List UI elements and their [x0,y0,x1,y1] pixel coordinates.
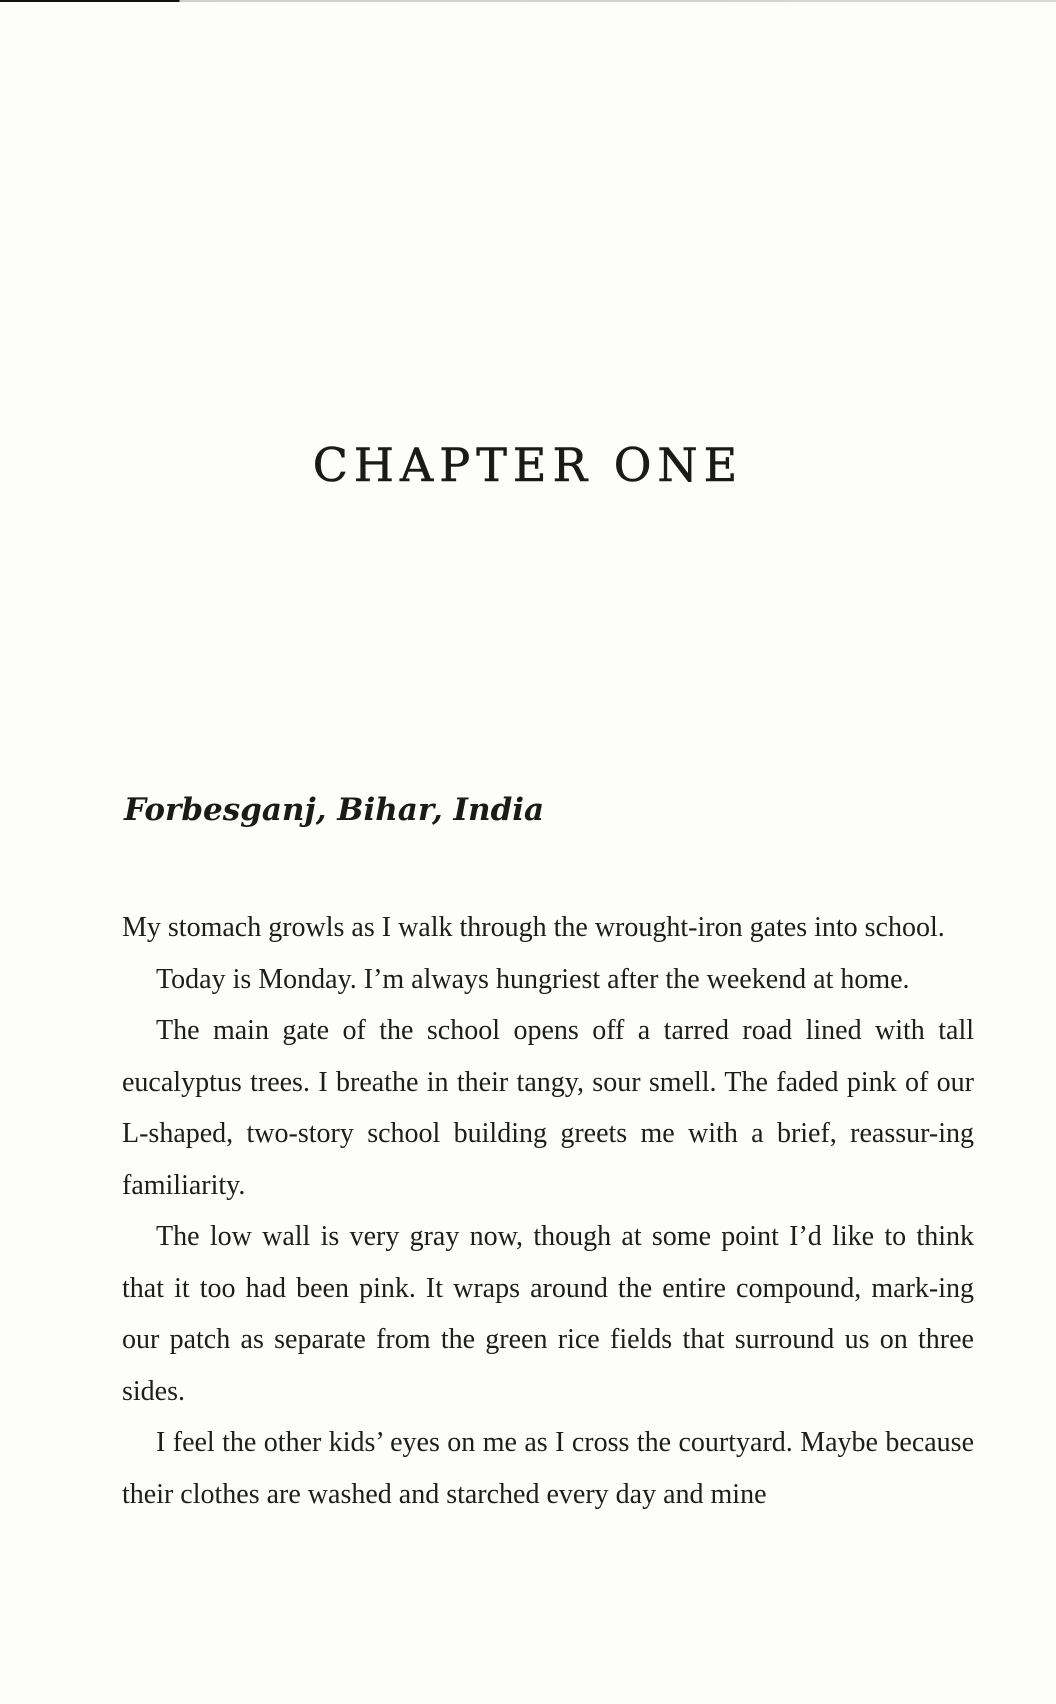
chapter-location-heading: Forbesganj, Bihar, India [124,792,545,828]
paragraph-4: The low wall is very gray now, though at some point I’d like to think that it too had been pink. It wraps around the entire compound, mark-ing our patch as separate from the green rice fields that surround us on three sides. [122,1221,974,1407]
paragraph-2: Today is Monday. I’m always hungriest after the weekend at home. [156,963,910,995]
chapter-title: CHAPTER ONE [312,438,744,492]
paragraph-3: The main gate of the school opens off a tarred road lined with tall eucalyptus trees. I breathe in their tangy, sour smell. The faded pink of our L-shaped, two-story school building greets me with a brief, reassur-ing familiarity. [122,1015,974,1201]
paragraph-1: My stomach growls as I walk through the wrought-iron gates into school. [122,912,945,943]
chapter-body [122,902,974,1520]
top-rule [0,0,1056,2]
paragraph-5: I feel the other kids’ eyes on me as I cross the courtyard. Maybe because their clothes are washed and starched every day and mine [122,1427,974,1510]
